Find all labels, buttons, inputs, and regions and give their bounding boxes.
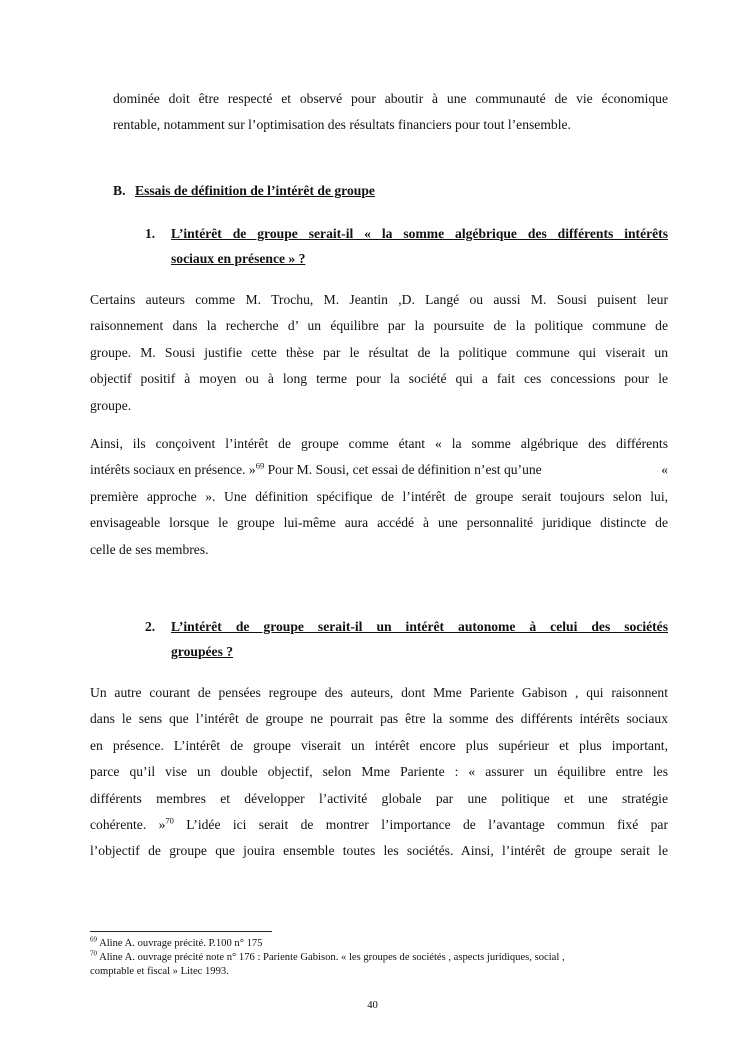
text-line: groupe. — [90, 397, 132, 413]
paragraph-continuation — [113, 86, 668, 139]
text-fragment: L’idée ici serait de montrer l’importance de l’avantage commun fixé par — [173, 816, 668, 832]
text-line: celle de ses membres. — [90, 541, 209, 557]
text-line: envisageable lorsque le groupe lui-même aura accédé à une personnalité juridique distincte de — [90, 515, 668, 531]
subheading-line: groupées ? — [171, 644, 234, 659]
text-line: dans le sens que l’intérêt de groupe ne pourrait pas être la somme des différents intérêts sociaux — [90, 711, 668, 727]
subheading-line: L’intérêt de groupe serait-il « la somme algébrique des différents intérêts — [171, 226, 668, 241]
subheading-line: L’intérêt de groupe serait-il un intérêt autonome à celui des sociétés — [171, 619, 668, 634]
text-line: différents membres et développer l’activité globale par une politique et une stratégie — [90, 790, 668, 806]
subheading-line: sociaux en présence » ? — [171, 251, 306, 266]
subheading-2 — [145, 614, 668, 664]
footnote — [90, 951, 668, 979]
footnote — [90, 937, 668, 951]
footnote-number: 69 — [90, 935, 97, 944]
text-line: rentable, notamment sur l’optimisation des résultats financiers pour tout l’ensemble. — [113, 117, 571, 133]
text-line: en présence. L’intérêt de groupe viserait un intérêt encore plus supérieur et plus important, — [90, 737, 668, 753]
section-label: B. — [113, 183, 126, 198]
paragraph-authors — [90, 287, 668, 419]
text-line: parce qu’il vise un double objectif, selon Mme Pariente : « assurer un équilibre entre les — [90, 764, 668, 780]
text-line-with-ref — [90, 812, 668, 838]
text-line: Un autre courant de pensées regroupe des auteurs, dont Mme Pariente Gabison , qui raisonnent — [90, 685, 668, 700]
section-heading-b — [113, 180, 375, 202]
section-title: Essais de définition de l’intérêt de groupe — [135, 183, 375, 198]
text-fragment: Pour M. Sousi, cet essai de définition n’est qu’une — [264, 462, 542, 478]
text-fragment: intérêts sociaux en présence. » — [90, 462, 256, 478]
text-fragment: cohérente. » — [90, 816, 166, 832]
text-line: Ainsi, ils conçoivent l’intérêt de groupe comme étant « la somme algébrique des différents — [90, 436, 668, 451]
footnote-text: comptable et fiscal » Litec 1993. — [90, 966, 229, 977]
footnote-separator — [90, 931, 272, 932]
text-line: Certains auteurs comme M. Trochu, M. Jeantin ,D. Langé ou aussi M. Sousi puisent leur — [90, 292, 668, 307]
paragraph-definition — [90, 431, 668, 563]
footnote-ref[interactable]: 70 — [165, 815, 174, 826]
footnote-ref[interactable]: 69 — [255, 460, 265, 471]
text-line: dominée doit être respecté et observé pour aboutir à une communauté de vie économique — [113, 91, 668, 106]
subheading-1 — [145, 221, 668, 271]
footnote-text: Aline A. ouvrage précité. P.100 n° 175 — [97, 938, 263, 949]
text-line-with-ref — [90, 457, 668, 483]
text-line: raisonnement dans la recherche d’ un équilibre par la poursuite de la politique commune de — [90, 318, 668, 334]
text-fragment: « — [661, 462, 668, 478]
text-line: l’objectif de groupe que jouira ensemble toutes les sociétés. Ainsi, l’intérêt de groupe serait le — [90, 843, 668, 859]
subheading-number: 1. — [145, 226, 156, 241]
page-number: 40 — [367, 1000, 378, 1011]
paragraph-autonomous — [90, 680, 668, 865]
text-line: groupe. M. Sousi justifie cette thèse par le résultat de la politique commune qui viserait un — [90, 344, 668, 360]
footnote-number: 70 — [90, 949, 97, 958]
text-line: première approche ». Une définition spécifique de l’intérêt de groupe serait toujours selon lui, — [90, 488, 668, 504]
text-line: objectif positif à moyen ou à long terme pour la société qui a fait ces concessions pour le — [90, 371, 668, 387]
footnote-text: Aline A. ouvrage précité note n° 176 : Pariente Gabison. « les groupes de sociétés , aspects juridiques, social , — [97, 952, 565, 963]
subheading-number: 2. — [145, 619, 156, 634]
